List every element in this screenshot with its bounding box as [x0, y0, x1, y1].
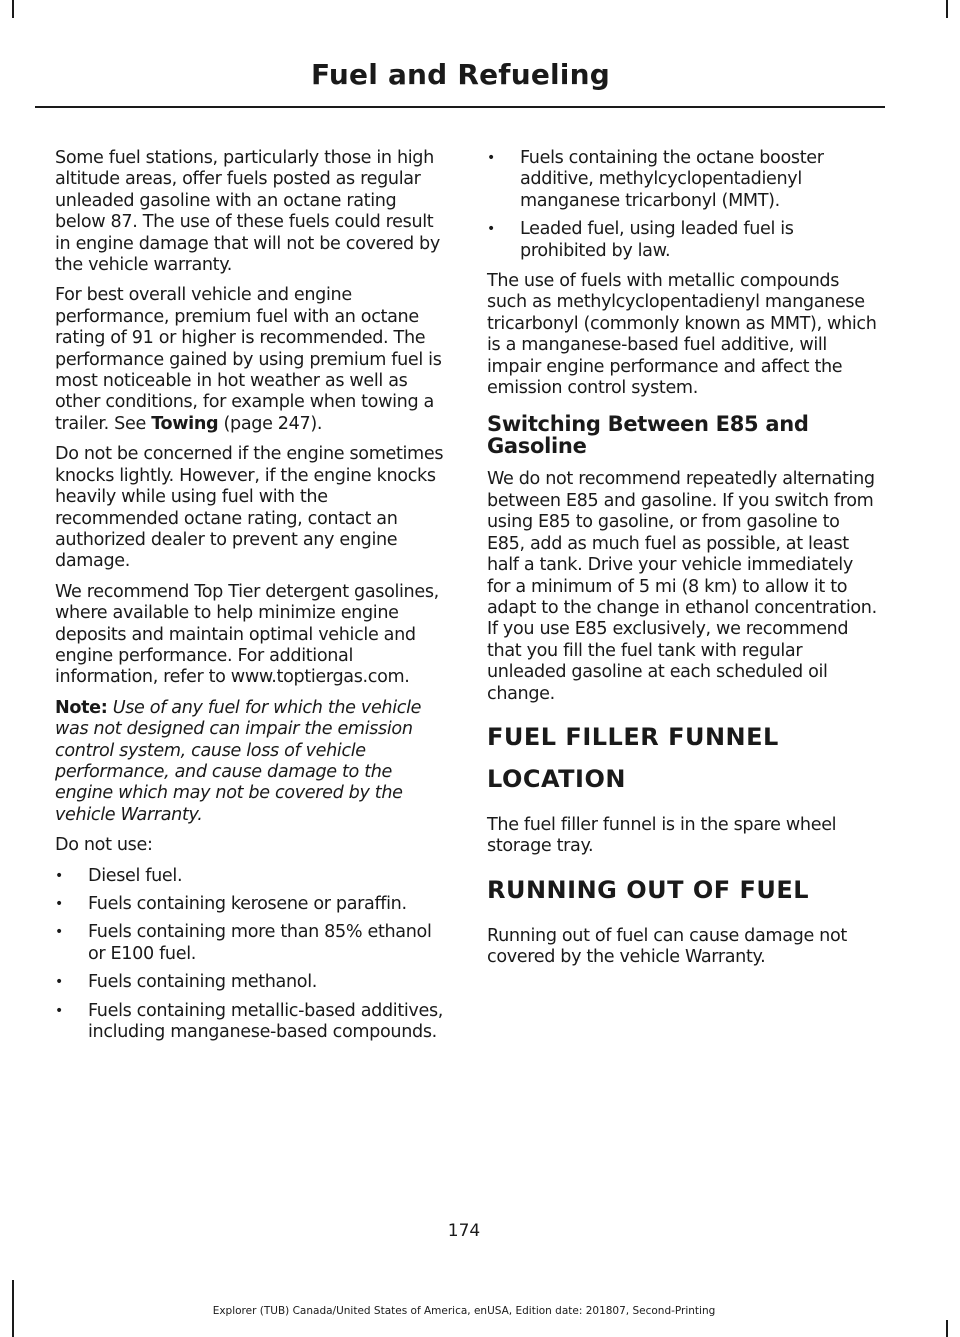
list-item: • Fuels containing metallic-based additives, including manganese-based compounds. [55, 1001, 447, 1044]
crop-mark-bottom-right [946, 1320, 948, 1337]
left-column [55, 148, 447, 1052]
towing-link[interactable]: Towing [151, 413, 219, 434]
paragraph-metallic-compounds: The use of fuels with metallic compounds such as methylcyclopentadienyl manganese tricarbonyl (commonly known as MMT), which is a manganese-based fuel additive, will impair engine performance and affect the emission control system. [487, 271, 877, 399]
section-heading-running-out: RUNNING OUT OF FUEL [487, 875, 810, 904]
list-item: • Leaded fuel, using leaded fuel is prohibited by law. [487, 219, 879, 262]
note-label: Note: [55, 697, 108, 718]
paragraph-engine-knock: Do not be concerned if the engine sometimes knocks lightly. However, if the engine knocks heavily while using fuel with the recommended octane rating, contact an authorized dealer to prevent any engine damage. [55, 444, 444, 572]
list-item: • Fuels containing more than 85% ethanol or E100 fuel. [55, 922, 447, 965]
paragraph-premium-fuel: For best overall vehicle and engine performance, premium fuel with an octane rating of 91 or higher is recommended. The performance gained by using premium fuel is most noticeable in hot weather as well as other conditions, for example when towing a trailer. See Towing (page 247). [55, 285, 442, 434]
paragraph-e85-switching: We do not recommend repeatedly alternating between E85 and gasoline. If you switch from using E85 to gasoline, or from gasoline to E85, add as much fuel as possible, at least half a tank. Drive your vehicle immediately for a minimum of 5 mi (8 km) to allow it to adapt to the change in ethanol concentration. If you use E85 exclusively, we recommend that you fill the fuel tank with regular unleaded gasoline at each scheduled oil change. [487, 469, 877, 704]
right-column [487, 148, 879, 978]
paragraph-running-out: Running out of fuel can cause damage not covered by the vehicle Warranty. [487, 925, 847, 968]
note-paragraph [55, 698, 447, 826]
list-item: • Diesel fuel. [55, 866, 447, 887]
paragraph-funnel-location: The fuel filler funnel is in the spare wheel storage tray. [487, 814, 837, 857]
list-item: • Fuels containing the octane booster additive, methylcyclopentadienyl manganese tricarbonyl (MMT). [487, 148, 879, 212]
crop-mark-top-left [12, 0, 14, 18]
page-header-title: Fuel and Refueling [310, 58, 610, 91]
paragraph-low-octane: Some fuel stations, particularly those in high altitude areas, offer fuels posted as regular unleaded gasoline with an octane rating below 87. The use of these fuels could result in engine damage that will not be covered by the vehicle warranty. [55, 148, 440, 276]
page-number: 174 [447, 1221, 481, 1241]
do-not-use-list-continued [487, 148, 879, 262]
section-heading-funnel: FUEL FILLER FUNNEL LOCATION [487, 722, 779, 793]
footer-edition: Explorer (TUB) Canada/United States of America, enUSA, Edition date: 201807, Second-Printing [212, 1305, 716, 1317]
note-text: Use of any fuel for which the vehicle was not designed can impair the emission control system, cause loss of vehicle performance, and cause damage to the engine which may not be covered by the vehicle Warranty. [55, 697, 422, 825]
paragraph-top-tier: We recommend Top Tier detergent gasolines, where available to help minimize engine deposits and maintain optimal vehicle and engine performance. For additional information, refer to www.toptiergas.com. [55, 581, 439, 688]
do-not-use-list [55, 866, 447, 1044]
crop-mark-top-right [946, 0, 948, 18]
section-heading-switching: Switching Between E85 and Gasoline [487, 412, 809, 459]
do-not-use-heading: Do not use: [55, 835, 153, 856]
list-item: • Fuels containing kerosene or paraffin. [55, 894, 447, 915]
header-divider [35, 106, 885, 108]
list-item: • Fuels containing methanol. [55, 972, 447, 993]
